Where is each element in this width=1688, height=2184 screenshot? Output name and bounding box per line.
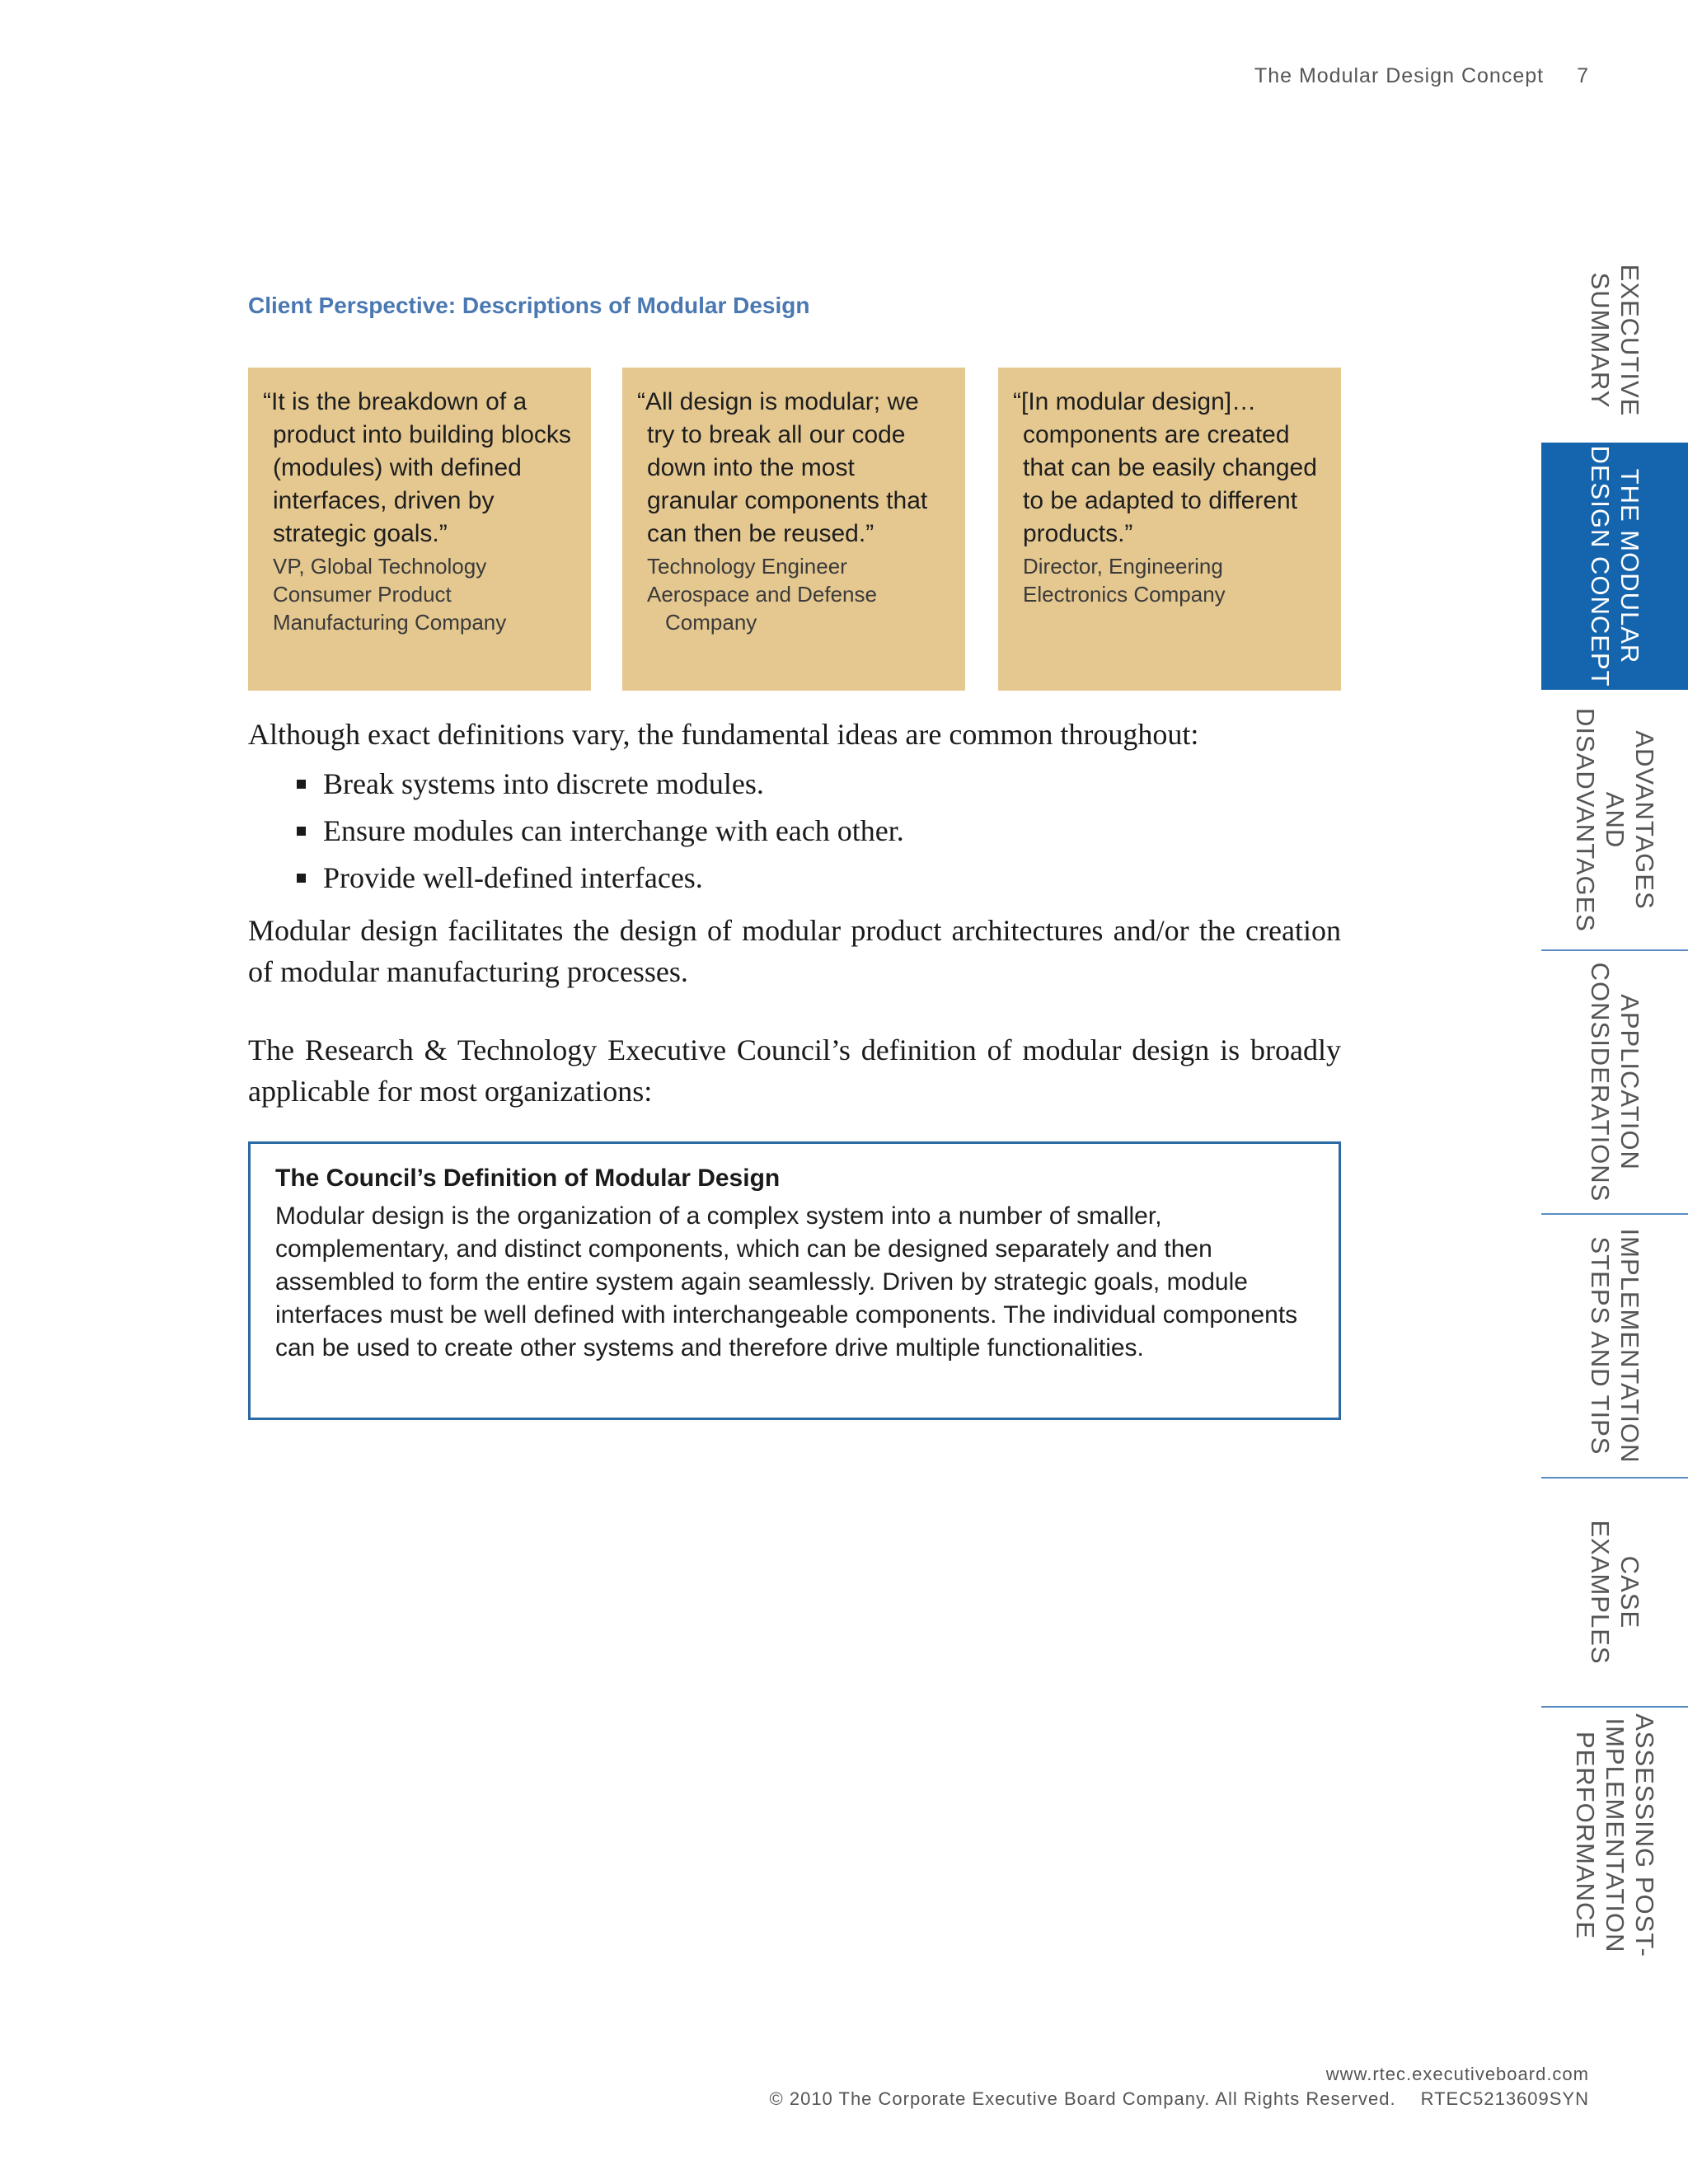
tab-case-examples[interactable]: [1541, 1477, 1688, 1706]
list-item: [295, 808, 904, 855]
attribution-line: Electronics Company: [1023, 582, 1226, 607]
intro-paragraph: Although exact definitions vary, the fundamental ideas are common throughout:: [248, 718, 1199, 751]
tab-label-line: APPLICATION: [1615, 994, 1644, 1170]
bullet-list: [295, 761, 904, 902]
client-perspective-heading: Client Perspective: Descriptions of Modular Design: [248, 293, 810, 318]
tab-assessing-post-implementation-performance[interactable]: [1541, 1706, 1688, 1963]
square-bullet-icon: [297, 827, 306, 836]
quote-box: [998, 368, 1341, 691]
attribution-line: Technology Engineer: [647, 554, 847, 579]
quote-box: [248, 368, 591, 691]
tab-label-line: SUMMARY: [1586, 272, 1615, 408]
tab-label-line: ASSESSING POST-: [1630, 1713, 1659, 1957]
tab-label: [1585, 264, 1644, 416]
tab-advantages-and-disadvantages[interactable]: [1541, 690, 1688, 949]
definition-box: [248, 1141, 1341, 1420]
bullet-text: Break systems into discrete modules.: [323, 767, 764, 800]
tab-label-line: DISADVANTAGES: [1571, 707, 1600, 932]
quote-text: “It is the breakdown of a product into building blocks (modules) with defined interfaces, driven by strategic goals.”: [263, 388, 571, 547]
quote-attribution: [637, 552, 949, 636]
body-paragraph: The Research & Technology Executive Council’s definition of modular design is broadly applicable for most organizations:: [248, 1033, 1341, 1108]
tab-the-modular-design-concept[interactable]: [1541, 443, 1688, 690]
tab-label-line: EXAMPLES: [1586, 1520, 1615, 1665]
tab-label-line: PERFORMANCE: [1571, 1731, 1600, 1940]
section-tabs: [1541, 239, 1688, 1994]
footer-copyright-line: [770, 2087, 1589, 2111]
attribution-line: Company: [665, 610, 757, 635]
tab-label: [1585, 963, 1644, 1202]
tab-label-line: ADVANTAGES: [1630, 729, 1659, 910]
quote-text: “[In modular design]… components are created that can be easily changed to be adapted to different products.”: [1013, 388, 1317, 547]
tab-label-line: AND: [1601, 791, 1629, 848]
running-header: [1254, 64, 1589, 88]
quote-text: “All design is modular; we try to break all our code down into the most granular components that can then be reused.”: [637, 388, 928, 547]
attribution-line: Manufacturing Company: [273, 610, 507, 635]
tab-label-line: CONSIDERATIONS: [1586, 962, 1615, 1202]
page-footer: [770, 2062, 1589, 2111]
tab-label: [1585, 1229, 1644, 1464]
list-item: [295, 761, 904, 808]
tab-label-line: CASE: [1615, 1555, 1644, 1629]
tab-application-considerations[interactable]: [1541, 949, 1688, 1213]
tab-label-line: DESIGN CONCEPT: [1586, 445, 1615, 687]
attribution-line: Consumer Product: [273, 582, 452, 607]
tab-label: [1570, 1713, 1659, 1957]
tab-label-line: THE MODULAR: [1615, 468, 1644, 664]
tab-label-line: IMPLEMENTATION: [1601, 1718, 1629, 1953]
quote-attribution: [263, 552, 574, 636]
square-bullet-icon: [297, 874, 306, 883]
attribution-line: VP, Global Technology: [273, 554, 487, 579]
definition-title: The Council’s Definition of Modular Design: [275, 1165, 781, 1192]
tab-executive-summary[interactable]: [1541, 239, 1688, 441]
copyright-text: © 2010 The Corporate Executive Board Company. All Rights Reserved.: [769, 2088, 1396, 2109]
attribution-line: Director, Engineering: [1023, 554, 1223, 579]
tab-label: [1570, 708, 1659, 932]
tab-label-line: EXECUTIVE: [1615, 264, 1644, 416]
page-number: 7: [1577, 64, 1589, 87]
body-paragraph: Modular design facilitates the design of modular product architectures and/or the creation of modular manufacturing processes.: [248, 914, 1341, 988]
quote-box: [622, 368, 965, 691]
tab-label-line: IMPLEMENTATION: [1615, 1228, 1644, 1464]
tab-implementation-steps-and-tips[interactable]: [1541, 1213, 1688, 1477]
footer-url: www.rtec.executiveboard.com: [1325, 2064, 1589, 2084]
definition-text: Modular design is the organization of a complex system into a number of smaller, complementary, and distinct components, which can be designed separately and then assembled to form the entire system again seamlessly. Driven by strategic goals, module interfaces must be well defined with interchangeable components. The individual components can be used to create other systems and therefore drive multiple functionalities.: [275, 1202, 1298, 1361]
attribution-line: Aerospace and Defense: [647, 582, 877, 607]
list-item: [295, 855, 904, 902]
document-code: RTEC5213609SYN: [1420, 2088, 1589, 2109]
square-bullet-icon: [297, 780, 306, 789]
running-header-title: The Modular Design Concept: [1254, 64, 1545, 87]
tab-label-line: STEPS AND TIPS: [1586, 1236, 1615, 1455]
quote-attribution: [1013, 552, 1325, 608]
tab-label: [1585, 445, 1644, 687]
bullet-text: Ensure modules can interchange with each other.: [323, 814, 904, 847]
tab-label: [1585, 1520, 1644, 1664]
quote-boxes: [248, 368, 1341, 691]
bullet-text: Provide well-defined interfaces.: [323, 861, 703, 894]
